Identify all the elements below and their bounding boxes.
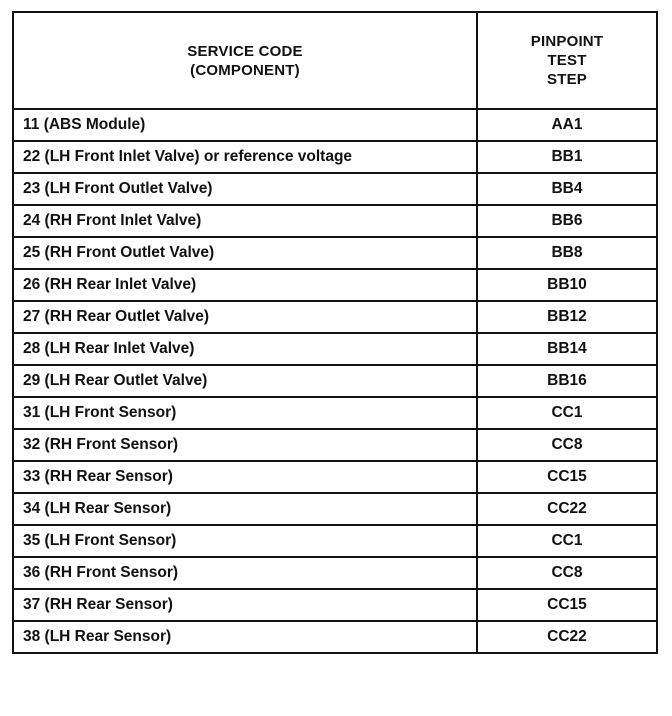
- service-code-cell: 24 (RH Front Inlet Valve): [13, 205, 477, 237]
- pinpoint-step-cell: BB6: [477, 205, 657, 237]
- table-row: [13, 621, 657, 653]
- table-row: [13, 461, 657, 493]
- table-row: [13, 237, 657, 269]
- service-code-cell: 34 (LH Rear Sensor): [13, 493, 477, 525]
- table-header-row: [13, 12, 657, 109]
- pinpoint-step-cell: BB16: [477, 365, 657, 397]
- service-code-cell: 32 (RH Front Sensor): [13, 429, 477, 461]
- service-code-cell: 33 (RH Rear Sensor): [13, 461, 477, 493]
- pinpoint-step-cell: AA1: [477, 109, 657, 141]
- pinpoint-step-cell: BB14: [477, 333, 657, 365]
- pinpoint-step-cell: CC15: [477, 461, 657, 493]
- table-row: [13, 269, 657, 301]
- document-page: [12, 11, 656, 654]
- table-row: [13, 333, 657, 365]
- service-code-cell: 22 (LH Front Inlet Valve) or reference voltage: [13, 141, 477, 173]
- header-pinpoint-line: TEST: [547, 52, 587, 69]
- pinpoint-step-cell: BB12: [477, 301, 657, 333]
- table-row: [13, 557, 657, 589]
- service-code-cell: 27 (RH Rear Outlet Valve): [13, 301, 477, 333]
- header-service-code-line: SERVICE CODE: [187, 42, 303, 60]
- table-row: [13, 301, 657, 333]
- table-row: [13, 173, 657, 205]
- pinpoint-step-cell: BB4: [477, 173, 657, 205]
- table-row: [13, 525, 657, 557]
- table-row: [13, 397, 657, 429]
- pinpoint-step-cell: CC8: [477, 429, 657, 461]
- service-code-cell: 26 (RH Rear Inlet Valve): [13, 269, 477, 301]
- pinpoint-step-cell: CC22: [477, 493, 657, 525]
- table-row: [13, 429, 657, 461]
- header-service-code-line: (COMPONENT): [190, 61, 300, 79]
- service-code-cell: 28 (LH Rear Inlet Valve): [13, 333, 477, 365]
- service-code-cell: 25 (RH Front Outlet Valve): [13, 237, 477, 269]
- pinpoint-step-cell: BB8: [477, 237, 657, 269]
- table-row: [13, 493, 657, 525]
- pinpoint-step-cell: CC1: [477, 397, 657, 429]
- service-code-table: [12, 11, 658, 654]
- service-code-cell: 11 (ABS Module): [13, 109, 477, 141]
- table-row: [13, 365, 657, 397]
- table-row: [13, 205, 657, 237]
- service-code-cell: 23 (LH Front Outlet Valve): [13, 173, 477, 205]
- pinpoint-step-cell: BB10: [477, 269, 657, 301]
- pinpoint-step-cell: CC8: [477, 557, 657, 589]
- service-code-cell: 31 (LH Front Sensor): [13, 397, 477, 429]
- service-code-cell: 35 (LH Front Sensor): [13, 525, 477, 557]
- service-code-cell: 36 (RH Front Sensor): [13, 557, 477, 589]
- service-code-cell: 29 (LH Rear Outlet Valve): [13, 365, 477, 397]
- pinpoint-step-cell: CC22: [477, 621, 657, 653]
- pinpoint-step-cell: CC1: [477, 525, 657, 557]
- service-code-cell: 38 (LH Rear Sensor): [13, 621, 477, 653]
- header-pinpoint-test-step: [477, 12, 657, 109]
- service-code-cell: 37 (RH Rear Sensor): [13, 589, 477, 621]
- pinpoint-step-cell: BB1: [477, 141, 657, 173]
- header-pinpoint-line: PINPOINT: [530, 33, 604, 50]
- table-row: [13, 141, 657, 173]
- table-row: [13, 589, 657, 621]
- table-row: [13, 109, 657, 141]
- header-pinpoint-line: STEP: [547, 71, 587, 88]
- pinpoint-step-cell: CC15: [477, 589, 657, 621]
- header-service-code: [13, 12, 477, 109]
